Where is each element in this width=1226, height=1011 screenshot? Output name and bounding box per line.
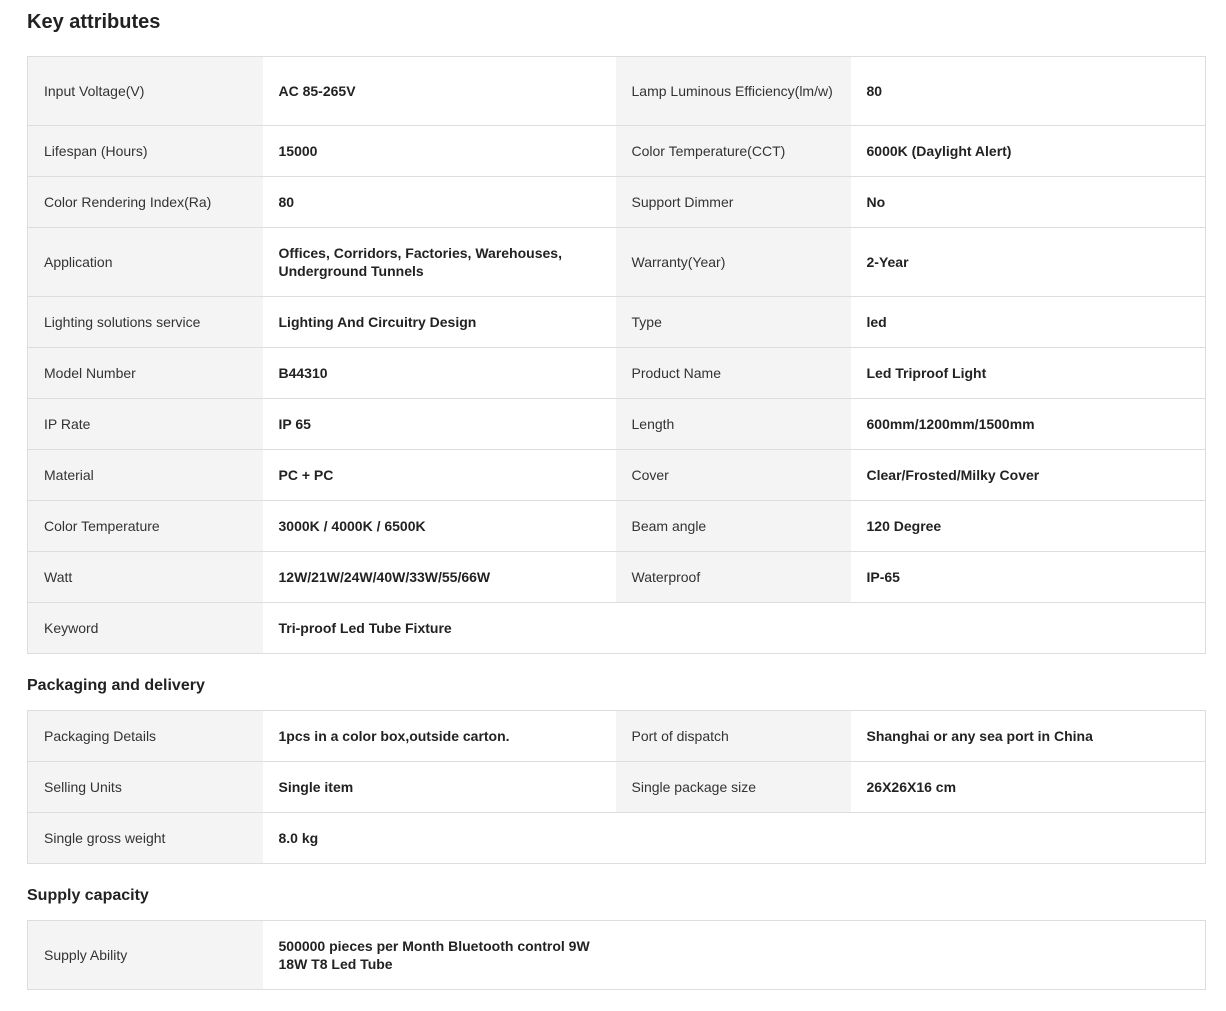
attr-value: 500000 pieces per Month Bluetooth control 9W 18W T8 Led Tube bbox=[263, 921, 616, 990]
attr-key: Waterproof bbox=[616, 552, 851, 603]
packaging-table bbox=[27, 710, 1206, 864]
attr-key: Color Rendering Index(Ra) bbox=[28, 177, 263, 228]
attr-value: 26X26X16 cm bbox=[851, 762, 1206, 813]
table-row bbox=[28, 552, 1206, 603]
attr-value: 2-Year bbox=[851, 228, 1206, 297]
attr-value: 1pcs in a color box,outside carton. bbox=[263, 711, 616, 762]
attr-key: IP Rate bbox=[28, 399, 263, 450]
attr-key: Lamp Luminous Efficiency(lm/w) bbox=[616, 57, 851, 126]
attr-key: Application bbox=[28, 228, 263, 297]
attr-key: Type bbox=[616, 297, 851, 348]
attr-value: 15000 bbox=[263, 126, 616, 177]
attr-value: Led Triproof Light bbox=[851, 348, 1206, 399]
attr-value: Offices, Corridors, Factories, Warehouses, Underground Tunnels bbox=[263, 228, 616, 297]
table-row bbox=[28, 813, 1206, 864]
attr-key-empty bbox=[616, 813, 851, 864]
table-row bbox=[28, 399, 1206, 450]
attr-key: Product Name bbox=[616, 348, 851, 399]
table-row bbox=[28, 228, 1206, 297]
attr-value: 120 Degree bbox=[851, 501, 1206, 552]
table-row bbox=[28, 762, 1206, 813]
packaging-heading: Packaging and delivery bbox=[27, 677, 205, 694]
attr-key: Model Number bbox=[28, 348, 263, 399]
attr-key: Material bbox=[28, 450, 263, 501]
attr-value: Clear/Frosted/Milky Cover bbox=[851, 450, 1206, 501]
attr-key: Support Dimmer bbox=[616, 177, 851, 228]
attr-key: Single gross weight bbox=[28, 813, 263, 864]
attr-key: Length bbox=[616, 399, 851, 450]
attr-value-empty bbox=[851, 813, 1206, 864]
table-row bbox=[28, 603, 1206, 654]
attr-value: Shanghai or any sea port in China bbox=[851, 711, 1206, 762]
attr-value: IP-65 bbox=[851, 552, 1206, 603]
attr-value: led bbox=[851, 297, 1206, 348]
attr-key: Cover bbox=[616, 450, 851, 501]
table-row bbox=[28, 348, 1206, 399]
attr-value: PC + PC bbox=[263, 450, 616, 501]
attr-value: 80 bbox=[263, 177, 616, 228]
attr-key: Supply Ability bbox=[28, 921, 263, 990]
table-row bbox=[28, 57, 1206, 126]
attr-value: No bbox=[851, 177, 1206, 228]
attr-key: Port of dispatch bbox=[616, 711, 851, 762]
supply-capacity-heading: Supply capacity bbox=[27, 887, 149, 904]
attr-key: Beam angle bbox=[616, 501, 851, 552]
attr-key: Packaging Details bbox=[28, 711, 263, 762]
attr-value: 8.0 kg bbox=[263, 813, 616, 864]
attr-key: Color Temperature(CCT) bbox=[616, 126, 851, 177]
table-row bbox=[28, 126, 1206, 177]
attr-value: 12W/21W/24W/40W/33W/55/66W bbox=[263, 552, 616, 603]
table-row bbox=[28, 921, 1206, 990]
attr-key-empty bbox=[616, 921, 851, 990]
key-attributes-table bbox=[27, 56, 1206, 654]
attr-key: Input Voltage(V) bbox=[28, 57, 263, 126]
table-row bbox=[28, 450, 1206, 501]
attr-key: Color Temperature bbox=[28, 501, 263, 552]
attr-key: Keyword bbox=[28, 603, 263, 654]
attr-value: Tri-proof Led Tube Fixture bbox=[263, 603, 616, 654]
attr-key: Lighting solutions service bbox=[28, 297, 263, 348]
table-row bbox=[28, 297, 1206, 348]
attr-value: 3000K / 4000K / 6500K bbox=[263, 501, 616, 552]
attr-value: 80 bbox=[851, 57, 1206, 126]
attr-value: Single item bbox=[263, 762, 616, 813]
attr-value: 6000K (Daylight Alert) bbox=[851, 126, 1206, 177]
attr-key-empty bbox=[616, 603, 851, 654]
attr-value: B44310 bbox=[263, 348, 616, 399]
table-row bbox=[28, 711, 1206, 762]
table-row bbox=[28, 177, 1206, 228]
key-attributes-heading: Key attributes bbox=[27, 11, 161, 33]
attr-value: 600mm/1200mm/1500mm bbox=[851, 399, 1206, 450]
attr-key: Watt bbox=[28, 552, 263, 603]
attr-key: Selling Units bbox=[28, 762, 263, 813]
attr-value: Lighting And Circuitry Design bbox=[263, 297, 616, 348]
attr-value-empty bbox=[851, 603, 1206, 654]
table-row bbox=[28, 501, 1206, 552]
attr-value-empty bbox=[851, 921, 1206, 990]
attr-key: Lifespan (Hours) bbox=[28, 126, 263, 177]
supply-table bbox=[27, 920, 1206, 990]
attr-key: Single package size bbox=[616, 762, 851, 813]
attr-value: AC 85-265V bbox=[263, 57, 616, 126]
attr-key: Warranty(Year) bbox=[616, 228, 851, 297]
attr-value: IP 65 bbox=[263, 399, 616, 450]
